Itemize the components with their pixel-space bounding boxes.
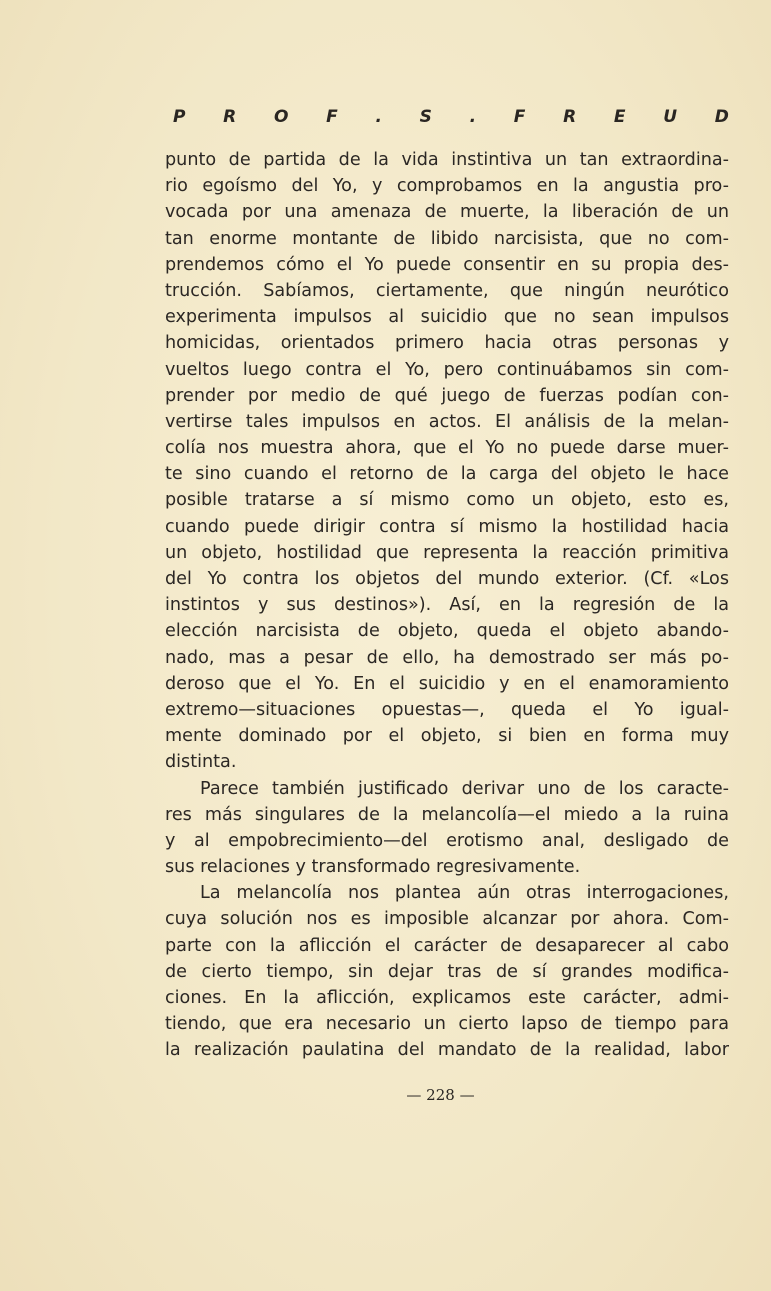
text-line: prender por medio de qué juego de fuerzas podían con- (165, 385, 729, 406)
paragraph (165, 776, 729, 881)
text-line: punto de partida de la vida instintiva un tan extraordina- (165, 150, 729, 170)
text-line: de cierto tiempo, sin dejar tras de sí grandes modifica- (165, 961, 729, 982)
running-head-char: P (173, 107, 186, 127)
running-head-char: . (375, 107, 382, 127)
running-head-char: U (663, 107, 678, 127)
text-line: te sino cuando el retorno de la carga del objeto le hace (165, 464, 729, 485)
text-line: instintos y sus destinos»). Así, en la regresión de la (165, 595, 729, 616)
text-line: vocada por una amenaza de muerte, la liberación de un (165, 202, 729, 223)
text-line: La melancolía nos plantea aún otras interrogaciones, (200, 883, 729, 904)
text-line: ciones. En la aflicción, explicamos este carácter, admi- (165, 988, 729, 1008)
text-line: extremo—situaciones opuestas—, queda el Yo igual- (165, 699, 729, 720)
running-head-char: E (613, 107, 626, 127)
text-line: un objeto, hostilidad que representa la reacción primitiva (165, 542, 729, 563)
text-line: vueltos luego contra el Yo, pero continuábamos sin com- (165, 359, 729, 380)
running-head-char: R (223, 107, 237, 127)
text-line: deroso que el Yo. En el suicidio y en el enamoramiento (165, 673, 729, 694)
text-line: elección narcisista de objeto, queda el objeto abando- (165, 621, 729, 642)
text-line: tan enorme montante de libido narcisista, que no com- (165, 228, 729, 249)
running-head-char: O (273, 107, 289, 127)
text-line: la realización paulatina del mandato de la realidad, labor (165, 1040, 729, 1061)
running-head-char: S (419, 107, 432, 127)
text-line: cuando puede dirigir contra sí mismo la hostilidad hacia (165, 516, 729, 537)
text-line: trucción. Sabíamos, ciertamente, que ningún neurótico (165, 280, 729, 301)
text-line: Parece también justificado derivar uno de los caracte- (200, 778, 729, 799)
text-line: prendemos cómo el Yo puede consentir en su propia des- (165, 254, 729, 275)
text-line: del Yo contra los objetos del mundo exterior. (Cf. «Los (165, 569, 729, 589)
paragraph (165, 880, 729, 1063)
running-head-char: D (714, 107, 729, 127)
text-line: posible tratarse a sí mismo como un objeto, esto es, (165, 490, 729, 511)
running-head-char: R (563, 107, 577, 127)
text-line: rio egoísmo del Yo, y comprobamos en la angustia pro- (165, 176, 729, 197)
running-head (173, 103, 729, 131)
text-line: distinta. (165, 752, 237, 773)
text-line: tiendo, que era necesario un cierto lapso de tiempo para (165, 1014, 729, 1035)
text-line: sus relaciones y transformado regresivamente. (165, 857, 581, 878)
text-line: cuya solución nos es imposible alcanzar por ahora. Com- (165, 909, 729, 930)
page-number: — 228 — (406, 1086, 475, 1104)
text-line: nado, mas a pesar de ello, ha demostrado ser más po- (165, 647, 729, 668)
text-line: homicidas, orientados primero hacia otras personas y (165, 333, 729, 354)
text-line: mente dominado por el objeto, si bien en forma muy (165, 726, 729, 747)
text-line: parte con la aflicción el carácter de desaparecer al cabo (165, 935, 729, 956)
text-line: res más singulares de la melancolía—el miedo a la ruina (165, 804, 729, 825)
text-line: y al empobrecimiento—del erotismo anal, desligado de (165, 830, 729, 851)
body-text (165, 147, 729, 1064)
text-line: vertirse tales impulsos en actos. El análisis de la melan- (165, 411, 729, 432)
running-head-char: F (513, 107, 526, 127)
text-line: colía nos muestra ahora, que el Yo no puede darse muer- (165, 438, 729, 459)
paragraph (165, 147, 729, 776)
running-head-char: F (326, 107, 338, 127)
text-line: experimenta impulsos al suicidio que no sean impulsos (165, 307, 729, 328)
running-head-char: . (469, 107, 477, 127)
